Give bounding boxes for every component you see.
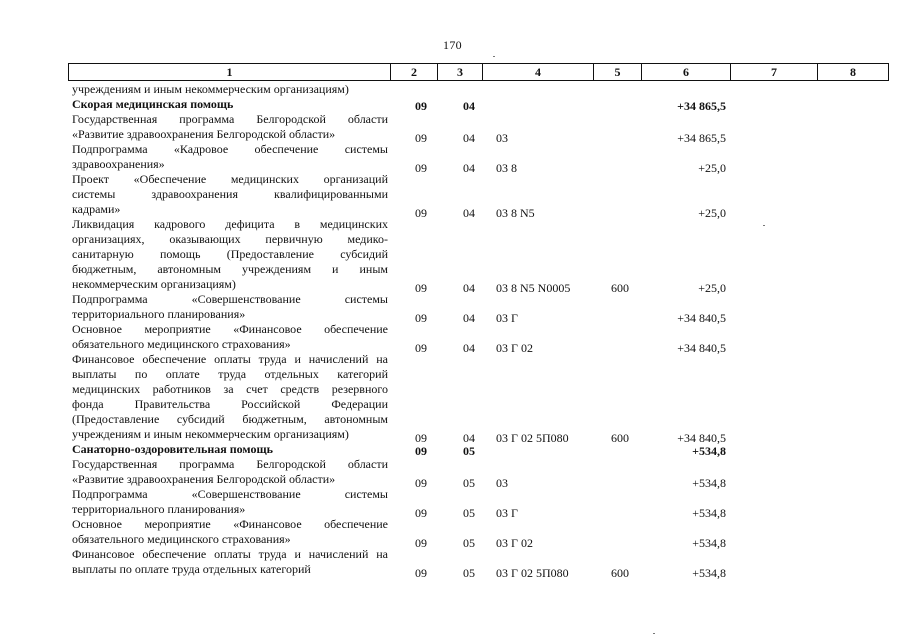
section-code: 09 [415,536,427,550]
target-article-code: 03 8 N5 [496,206,535,220]
amount-value: +25,0 [698,206,726,220]
amount-value: +34 840,5 [677,311,726,325]
column-header-7: 7 [731,64,818,81]
description-line: медицинских работников за счет средств резервного [72,382,388,396]
subsection-code: 05 [463,476,475,490]
subsection-code: 04 [463,281,475,295]
section-code: 09 [415,341,427,355]
row-description [72,112,388,142]
target-article-code: 03 Г 02 5П080 [496,566,569,580]
description-line: учреждениям и иным некоммерческим организациям) [72,427,349,441]
target-article-code: 03 [496,476,508,490]
amount-value: +534,8 [692,476,726,490]
subsection-code: 04 [463,99,475,113]
amount-value: +25,0 [698,281,726,295]
target-article-code: 03 8 N5 N0005 [496,281,571,295]
description-line: некоммерческим организациям) [72,277,236,291]
description-line: Государственная программа Белгородской области [72,457,388,471]
scan-speck [763,225,765,226]
description-line: бюджетным, автономным учреждениям и иным [72,262,388,276]
description-line: обязательного медицинского страхования» [72,337,291,351]
expense-type-code: 600 [611,566,629,580]
description-line: фонда Правительства Российской Федерации [72,397,388,411]
page-number: 170 [443,38,462,52]
row-description [72,292,388,322]
description-line: обязательного медицинского страхования» [72,532,291,546]
subsection-code: 04 [463,341,475,355]
column-header-8: 8 [818,64,889,81]
amount-value: +34 840,5 [677,431,726,445]
section-code: 09 [415,476,427,490]
target-article-code: 03 Г [496,311,518,325]
column-header-3: 3 [438,64,483,81]
row-description [72,217,388,292]
target-article-code: 03 Г 02 [496,341,533,355]
description-line: Финансовое обеспечение оплаты труда и начислений на [72,352,388,366]
subsection-code: 05 [463,506,475,520]
column-header-5: 5 [594,64,642,81]
description-line: Ликвидация кадрового дефицита в медицинских [72,217,388,231]
description-line: кадрами» [72,202,121,216]
description-line: выплаты по оплате труда отдельных категорий [72,562,311,576]
row-description [72,322,388,352]
amount-value: +534,8 [692,536,726,550]
amount-value: +34 840,5 [677,341,726,355]
subsection-code: 04 [463,311,475,325]
section-code: 09 [415,99,427,113]
amount-value: +34 865,5 [677,99,726,113]
description-line: Основное мероприятие «Финансовое обеспечение [72,322,388,336]
section-code: 09 [415,281,427,295]
column-header-1: 1 [69,64,391,81]
column-header-2: 2 [391,64,438,81]
description-line: Скорая медицинская помощь [72,97,234,111]
section-code: 09 [415,161,427,175]
row-description [72,172,388,217]
row-description [72,487,388,517]
row-description [72,547,388,577]
row-description [72,517,388,547]
subsection-code: 04 [463,161,475,175]
description-line: Подпрограмма «Кадровое обеспечение системы [72,142,388,156]
row-description [72,142,388,172]
row-description [72,457,388,487]
section-code: 09 [415,506,427,520]
description-line: Санаторно-оздоровительная помощь [72,442,273,456]
section-code: 09 [415,566,427,580]
subsection-code: 04 [463,131,475,145]
subsection-code: 05 [463,444,475,458]
subsection-code: 04 [463,431,475,445]
row-description [72,82,388,97]
description-line: территориального планирования» [72,502,246,516]
subsection-code: 05 [463,566,475,580]
section-code: 09 [415,444,427,458]
description-line: Проект «Обеспечение медицинских организаций [72,172,388,186]
subsection-code: 05 [463,536,475,550]
description-line: Финансовое обеспечение оплаты труда и начислений на [72,547,388,561]
scan-speck [493,56,495,57]
amount-value: +534,8 [692,506,726,520]
section-code: 09 [415,431,427,445]
expense-type-code: 600 [611,431,629,445]
section-code: 09 [415,206,427,220]
target-article-code: 03 Г 02 [496,536,533,550]
amount-value: +534,8 [692,566,726,580]
target-article-code: 03 [496,131,508,145]
section-heading [72,97,388,112]
expense-type-code: 600 [611,281,629,295]
target-article-code: 03 8 [496,161,517,175]
description-line: «Развитие здравоохранения Белгородской области» [72,127,336,141]
amount-value: +534,8 [692,444,726,458]
description-line: Подпрограмма «Совершенствование системы [72,487,388,501]
description-line: системы здравоохранения квалифицированными [72,187,388,201]
description-line: (Предоставление субсидий бюджетным, автономным [72,412,388,426]
column-header-4: 4 [483,64,594,81]
description-line: учреждениям и иным некоммерческим организациям) [72,82,349,96]
amount-value: +25,0 [698,161,726,175]
description-line: выплаты по оплате труда отдельных категорий [72,367,388,381]
description-line: Основное мероприятие «Финансовое обеспечение [72,517,388,531]
scan-speck [653,633,655,634]
description-line: Подпрограмма «Совершенствование системы [72,292,388,306]
description-line: Государственная программа Белгородской области [72,112,388,126]
row-description [72,352,388,442]
description-line: «Развитие здравоохранения Белгородской области» [72,472,336,486]
target-article-code: 03 Г [496,506,518,520]
subsection-code: 04 [463,206,475,220]
target-article-code: 03 Г 02 5П080 [496,431,569,445]
amount-value: +34 865,5 [677,131,726,145]
section-code: 09 [415,131,427,145]
section-code: 09 [415,311,427,325]
description-line: организациях, оказывающих первичную медико- [72,232,388,246]
section-heading [72,442,388,457]
description-line: территориального планирования» [72,307,246,321]
description-line: здравоохранения» [72,157,165,171]
description-line: санитарную помощь (Предоставление субсидий [72,247,388,261]
column-header-6: 6 [642,64,731,81]
